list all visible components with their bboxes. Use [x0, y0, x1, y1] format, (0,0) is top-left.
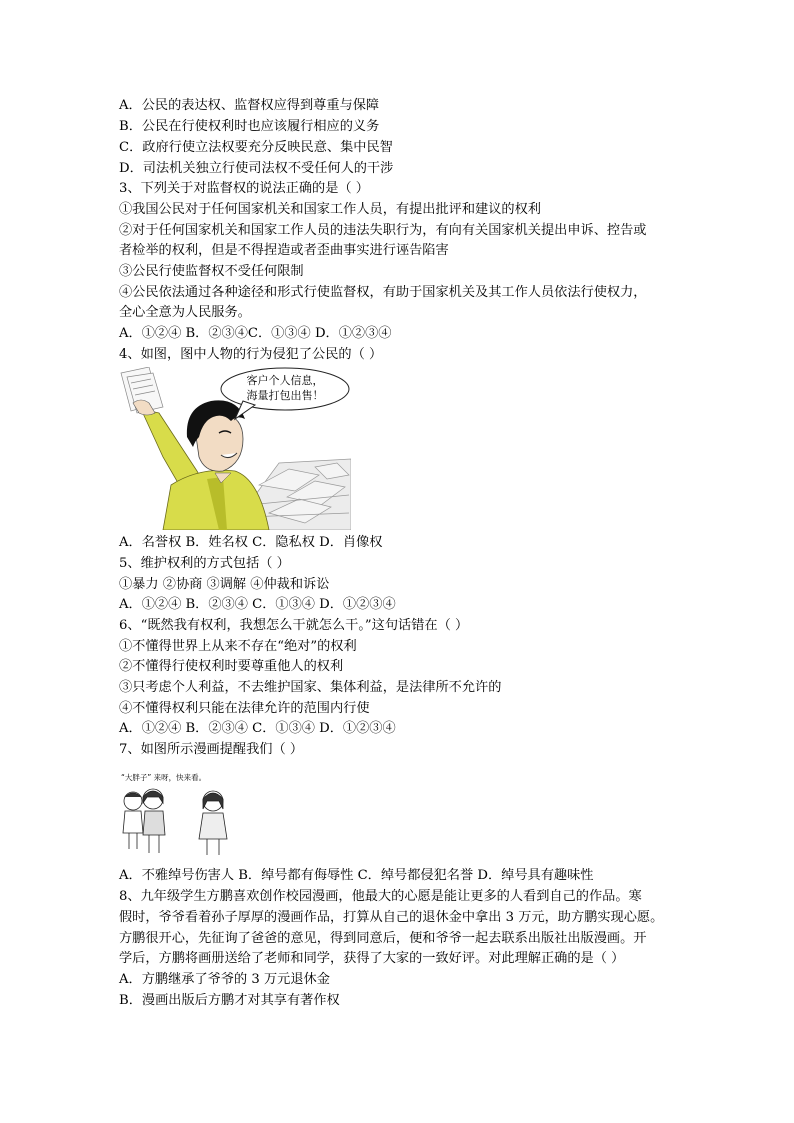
text-line: 全心全意为人民服务。	[119, 305, 251, 320]
question-4-title: 4、如图，图中人物的行为侵犯了公民的（ ）	[119, 347, 383, 362]
text-line: 假时，爷爷看着孙子厚厚的漫画作品，打算从自己的退休金中拿出 3 万元，助方鹏实现心愿。	[119, 910, 664, 925]
answer-option: B．漫画出版后方鹏才对其享有著作权	[119, 993, 340, 1008]
text-line: 方鹏很开心，先征询了爸爸的意见，得到同意后，便和爷爷一起去联系出版社出版漫画。开	[119, 931, 647, 946]
child-left	[123, 792, 143, 849]
child-middle	[143, 789, 165, 853]
cartoon-caption: “大胖子” 来呀，快来看。	[121, 773, 207, 782]
text-line: D．司法机关独立行使司法权不受任何人的干涉	[119, 161, 394, 176]
text-line: A．公民的表达权、监督权应得到尊重与保障	[119, 98, 380, 113]
text-line: ④不懂得权利只能在法律允许的范围内行使	[119, 701, 370, 716]
person	[133, 400, 269, 530]
text-line: ③公民行使监督权不受任何限制	[119, 264, 304, 279]
cartoon-nickname-figure	[119, 769, 254, 859]
answer-options: A．不雅绰号伤害人 B．绰号都有侮辱性 C．绰号都侵犯名誉 D．绰号具有趣味性	[119, 868, 594, 883]
question-3-title: 3、下列关于对监督权的说法正确的是（ ）	[119, 181, 369, 196]
child-right	[199, 791, 227, 855]
text-line: ④公民依法通过各种途径和形式行使监督权，有助于国家机关及其工作人员依法行使权力，	[119, 285, 647, 300]
text-line: ③只考虑个人利益，不去维护国家、集体利益，是法律所不允许的	[119, 680, 502, 695]
question-6-title: 6、“既然我有权利，我想怎么干就怎么干。”这句话错在（ ）	[119, 618, 469, 633]
answer-options: A．①②④ B．②③④ C．①③④ D．①②③④	[119, 597, 396, 612]
question-7-title: 7、如图所示漫画提醒我们（ ）	[119, 742, 304, 757]
text-line: ②对于任何国家机关和国家工作人员的违法失职行为，有向有关国家机关提出申诉、控告或	[119, 223, 647, 238]
speech-line-2: 海量打包出售！	[246, 389, 324, 402]
text-line: B．公民在行使权利时也应该履行相应的义务	[119, 119, 380, 134]
answer-option: A．方鹏继承了爷爷的 3 万元退休金	[119, 972, 330, 987]
question-8-title: 8、九年级学生方鹏喜欢创作校园漫画，他最大的心愿是能让更多的人看到自己的作品。寒	[119, 889, 642, 904]
question-5-title: 5、维护权利的方式包括（ ）	[119, 556, 290, 571]
answer-options: A．名誉权 B．姓名权 C．隐私权 D．肖像权	[119, 535, 383, 550]
speech-bubble	[221, 368, 349, 419]
speech-line-1: 客户个人信息，	[246, 374, 324, 387]
text-line: 者检举的权利，但是不得捏造或者歪曲事实进行诬告陷害	[119, 243, 449, 258]
text-line: ①我国公民对于任何国家机关和国家工作人员，有提出批评和建议的权利	[119, 202, 541, 217]
answer-options: A．①②④ B．②③④ C．①③④ D．①②③④	[119, 721, 396, 736]
text-line: 学后，方鹏将画册送给了老师和同学，获得了大家的一致好评。对此理解正确的是（ ）	[119, 951, 625, 966]
text-line: ①不懂得世界上从来不存在“绝对”的权利	[119, 639, 357, 654]
text-line: ①暴力 ②协商 ③调解 ④仲裁和诉讼	[119, 577, 330, 592]
text-line: ②不懂得行使权利时要尊重他人的权利	[119, 659, 344, 674]
cartoon-selling-info-figure	[119, 367, 351, 530]
answer-options: A．①②④ B．②③④C．①③④ D．①②③④	[119, 326, 392, 341]
text-line: C．政府行使立法权要充分反映民意、集中民智	[119, 140, 393, 155]
